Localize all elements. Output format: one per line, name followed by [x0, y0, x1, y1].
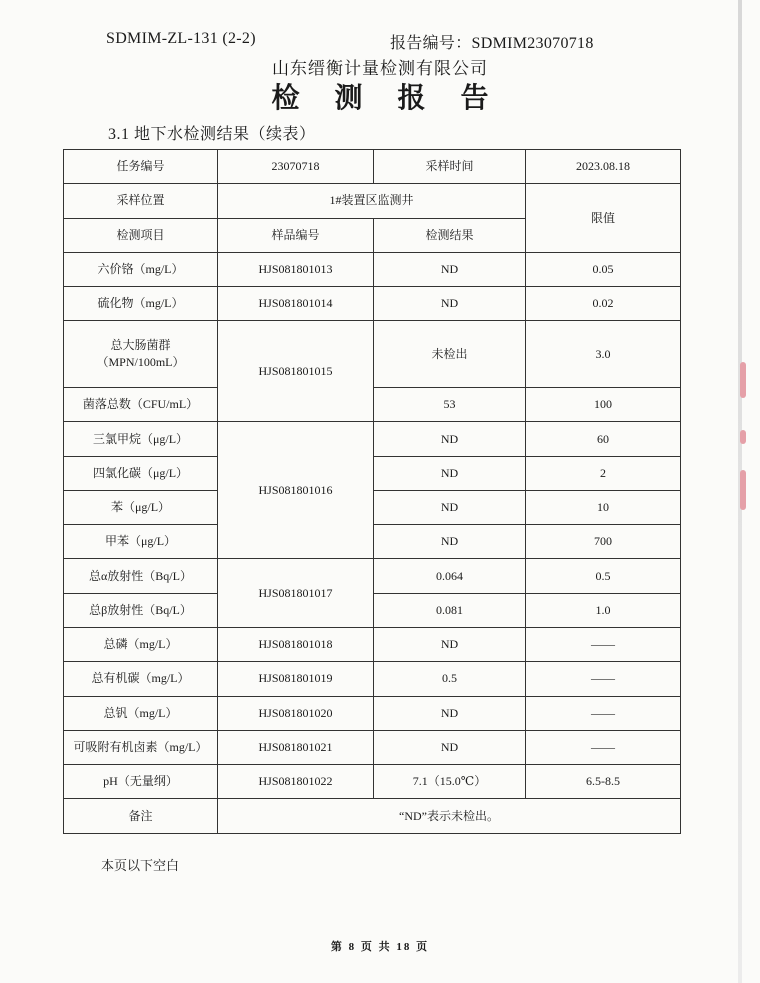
limit-cell: 2 [526, 456, 681, 490]
result-cell: 未检出 [374, 321, 526, 388]
document-code: SDMIM-ZL-131 (2-2) [106, 30, 256, 47]
location-label: 采样位置 [64, 184, 218, 218]
result-cell: ND [374, 252, 526, 286]
report-number-value: SDMIM23070718 [471, 35, 594, 52]
task-no-label: 任务编号 [64, 150, 218, 184]
sample-time-label: 采样时间 [374, 150, 526, 184]
result-header: 检测结果 [374, 218, 526, 252]
item-cell: 总大肠菌群（MPN/100mL） [64, 321, 218, 388]
limit-cell: 0.5 [526, 559, 681, 593]
item-cell: 苯（μg/L） [64, 490, 218, 524]
item-cell: 四氯化碳（μg/L） [64, 456, 218, 490]
limit-cell: 1.0 [526, 593, 681, 627]
item-cell: 总磷（mg/L） [64, 628, 218, 662]
blank-note: 本页以下空白 [101, 858, 180, 873]
item-cell: 可吸附有机卤素（mg/L） [64, 730, 218, 764]
result-cell: ND [374, 730, 526, 764]
result-cell: ND [374, 456, 526, 490]
sample-cell: HJS081801013 [218, 252, 374, 286]
limit-cell: 3.0 [526, 321, 681, 388]
item-header: 检测项目 [64, 218, 218, 252]
sample-cell: HJS081801018 [218, 628, 374, 662]
limit-cell: 100 [526, 388, 681, 422]
result-cell: 0.5 [374, 662, 526, 696]
result-cell: ND [374, 525, 526, 559]
table-row [64, 422, 681, 456]
item-cell: 六价铬（mg/L） [64, 252, 218, 286]
task-no-value: 23070718 [218, 150, 374, 184]
company-name: 山东缙衡计量检测有限公司 [272, 59, 488, 78]
sample-cell: HJS081801019 [218, 662, 374, 696]
report-number-label: 报告编号： [390, 35, 472, 52]
sample-cell: HJS081801015 [218, 321, 374, 422]
item-cell: 甲苯（μg/L） [64, 525, 218, 559]
limit-cell: —— [526, 696, 681, 730]
sample-cell: HJS081801020 [218, 696, 374, 730]
limit-cell: 10 [526, 490, 681, 524]
result-cell: 0.064 [374, 559, 526, 593]
item-cell: 菌落总数（CFU/mL） [64, 388, 218, 422]
remark-value: “ND”表示未检出。 [218, 799, 681, 834]
table-row [64, 628, 681, 662]
table-row [64, 559, 681, 593]
table-row [64, 150, 681, 184]
sample-cell: HJS081801014 [218, 287, 374, 321]
report-number [390, 30, 594, 53]
table-row [64, 184, 681, 218]
item-cell: 硫化物（mg/L） [64, 287, 218, 321]
result-cell: 53 [374, 388, 526, 422]
sample-time-value: 2023.08.18 [526, 150, 681, 184]
limit-header: 限值 [526, 184, 681, 253]
result-cell: 0.081 [374, 593, 526, 627]
sample-cell: HJS081801022 [218, 765, 374, 799]
table-row [64, 252, 681, 286]
item-cell: 总钒（mg/L） [64, 696, 218, 730]
result-cell: ND [374, 490, 526, 524]
location-value: 1#装置区监测井 [218, 184, 526, 218]
limit-cell: 6.5-8.5 [526, 765, 681, 799]
sample-cell: HJS081801017 [218, 559, 374, 628]
sample-cell: HJS081801021 [218, 730, 374, 764]
table-row [64, 765, 681, 799]
result-cell: ND [374, 422, 526, 456]
limit-cell: 700 [526, 525, 681, 559]
table-row [64, 287, 681, 321]
item-cell: 总有机碳（mg/L） [64, 662, 218, 696]
result-cell: ND [374, 628, 526, 662]
table-row [64, 799, 681, 834]
limit-cell: —— [526, 662, 681, 696]
limit-cell: 0.05 [526, 252, 681, 286]
limit-cell: —— [526, 730, 681, 764]
seal-mark [740, 470, 746, 510]
result-cell: 7.1（15.0℃） [374, 765, 526, 799]
sample-cell: HJS081801016 [218, 422, 374, 559]
table-row [64, 696, 681, 730]
table-row [64, 662, 681, 696]
remark-label: 备注 [64, 799, 218, 834]
limit-cell: 0.02 [526, 287, 681, 321]
seal-mark [740, 362, 746, 398]
item-cell: 总α放射性（Bq/L） [64, 559, 218, 593]
page-number: 第 8 页 共 18 页 [330, 941, 430, 953]
section-title: 3.1 地下水检测结果（续表） [108, 126, 316, 143]
seal-mark [740, 430, 746, 444]
results-table [63, 149, 681, 834]
result-cell: ND [374, 287, 526, 321]
limit-cell: —— [526, 628, 681, 662]
document-title: 检 测 报 告 [271, 83, 503, 114]
item-cell: 总β放射性（Bq/L） [64, 593, 218, 627]
table-row [64, 321, 681, 388]
limit-cell: 60 [526, 422, 681, 456]
item-cell: 三氯甲烷（μg/L） [64, 422, 218, 456]
table-row [64, 730, 681, 764]
result-cell: ND [374, 696, 526, 730]
item-cell: pH（无量纲） [64, 765, 218, 799]
sample-no-header: 样品编号 [218, 218, 374, 252]
